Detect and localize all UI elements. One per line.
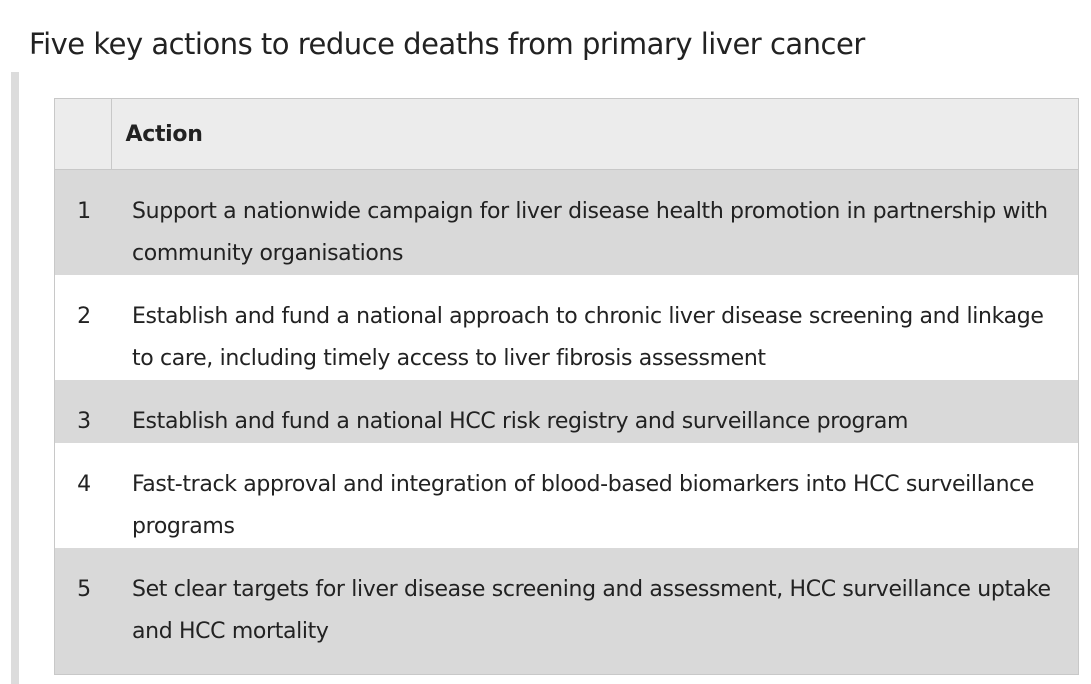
- row-number: 1: [55, 170, 111, 276]
- row-action: Fast-track approval and integration of blood-based biomarkers into HCC surveillance programs: [111, 443, 1078, 548]
- blockquote-bar: [11, 72, 19, 684]
- table-row: [55, 380, 1078, 443]
- table-row: [55, 443, 1078, 548]
- row-action: Set clear targets for liver disease screening and assessment, HCC surveillance uptake and HCC mortality: [111, 548, 1078, 674]
- row-action: Support a nationwide campaign for liver disease health promotion in partnership with community organisations: [111, 170, 1078, 276]
- column-header-number: [55, 99, 111, 170]
- table-header-row: [55, 99, 1078, 170]
- table-row: [55, 275, 1078, 380]
- row-action: Establish and fund a national approach to chronic liver disease screening and linkage to care, including timely access to liver fibrosis assessment: [111, 275, 1078, 380]
- page-title: Five key actions to reduce deaths from primary liver cancer: [29, 27, 865, 61]
- row-number: 4: [55, 443, 111, 548]
- column-header-action: Action: [111, 99, 1078, 170]
- table-row: [55, 170, 1078, 276]
- actions-table: [54, 98, 1079, 675]
- table-row: [55, 548, 1078, 674]
- row-action: Establish and fund a national HCC risk registry and surveillance program: [111, 380, 1078, 443]
- row-number: 2: [55, 275, 111, 380]
- row-number: 5: [55, 548, 111, 674]
- row-number: 3: [55, 380, 111, 443]
